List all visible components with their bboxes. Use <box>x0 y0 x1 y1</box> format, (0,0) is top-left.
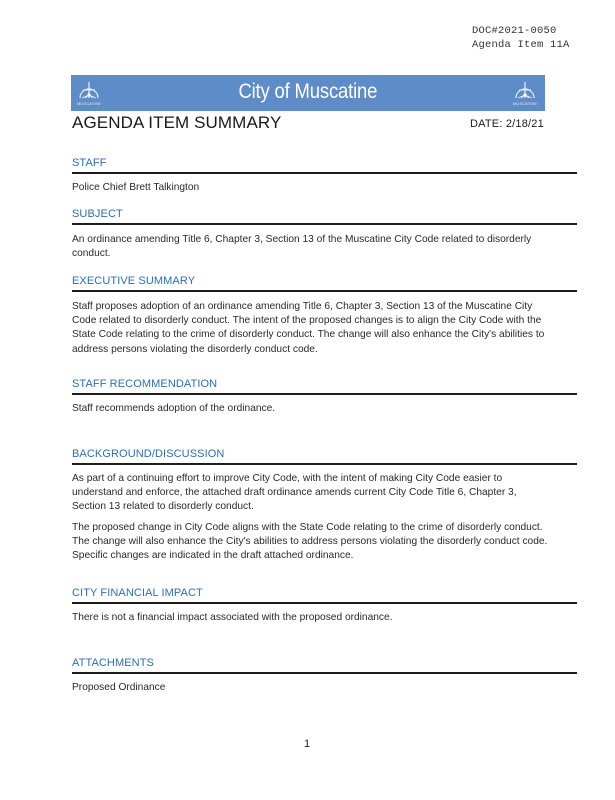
section-body-background-p1: As part of a continuing effort to improve City Code, with the intent of making City Code easier to understand and enforce, the attached draft ordinance amends current City Code Title 6, Chapter 3, Section 13 related to disorderly conduct. <box>72 473 517 513</box>
logo-text: MUSCATINE <box>77 101 102 106</box>
document-stamp <box>472 24 570 52</box>
section-body-background-p2: The proposed change in City Code aligns with the State Code relating to the crime of disorderly conduct. The change will also enhance the City's abilities to address persons violating the disorderly conduct code. Specific changes are indicated in the draft attached ordinance. <box>72 522 548 562</box>
doc-number: DOC#2021-0050 <box>472 25 557 37</box>
city-logo-left <box>77 79 101 107</box>
section-heading-city-financial-impact: CITY FINANCIAL IMPACT <box>72 587 577 604</box>
muscatine-logo-icon <box>77 79 101 101</box>
section-body-subject: An ordinance amending Title 6, Chapter 3, Section 13 of the Muscatine City Code related to disorderly conduct. <box>72 234 532 260</box>
logo-text: MUSCATINE <box>513 101 538 106</box>
agenda-item-number: Agenda Item 11A <box>472 39 570 51</box>
banner-title: City of Muscatine <box>238 80 378 103</box>
section-body-executive-summary: Staff proposes adoption of an ordinance amending Title 6, Chapter 3, Section 13 of the Muscatine City Code related to disorderly conduct. The intent of the proposed changes is to align the City Code with the State Code relating to the crime of disorderly conduct. The change will also enhance the City's abilities to address persons violating the disorderly conduct code. <box>72 301 545 355</box>
section-heading-staff: STAFF <box>72 157 577 174</box>
section-heading-executive-summary: EXECUTIVE SUMMARY <box>72 275 577 292</box>
section-heading-subject: SUBJECT <box>72 208 577 225</box>
city-banner <box>71 75 545 111</box>
section-body-staff: Police Chief Brett Talkington <box>72 182 200 193</box>
page-title: AGENDA ITEM SUMMARY <box>72 113 282 132</box>
meeting-date: DATE: 2/18/21 <box>470 118 544 130</box>
section-heading-staff-recommendation: STAFF RECOMMENDATION <box>72 378 577 395</box>
muscatine-logo-icon <box>513 79 537 101</box>
attachment-link-proposed-ordinance: Proposed Ordinance <box>72 682 166 693</box>
city-logo-right <box>513 79 537 107</box>
section-heading-attachments: ATTACHMENTS <box>72 657 577 674</box>
section-body-staff-recommendation: Staff recommends adoption of the ordinance. <box>72 403 276 414</box>
section-body-city-financial-impact: There is not a financial impact associated with the proposed ordinance. <box>72 612 393 623</box>
section-heading-background-discussion: BACKGROUND/DISCUSSION <box>72 448 577 465</box>
page-number: 1 <box>304 738 311 750</box>
